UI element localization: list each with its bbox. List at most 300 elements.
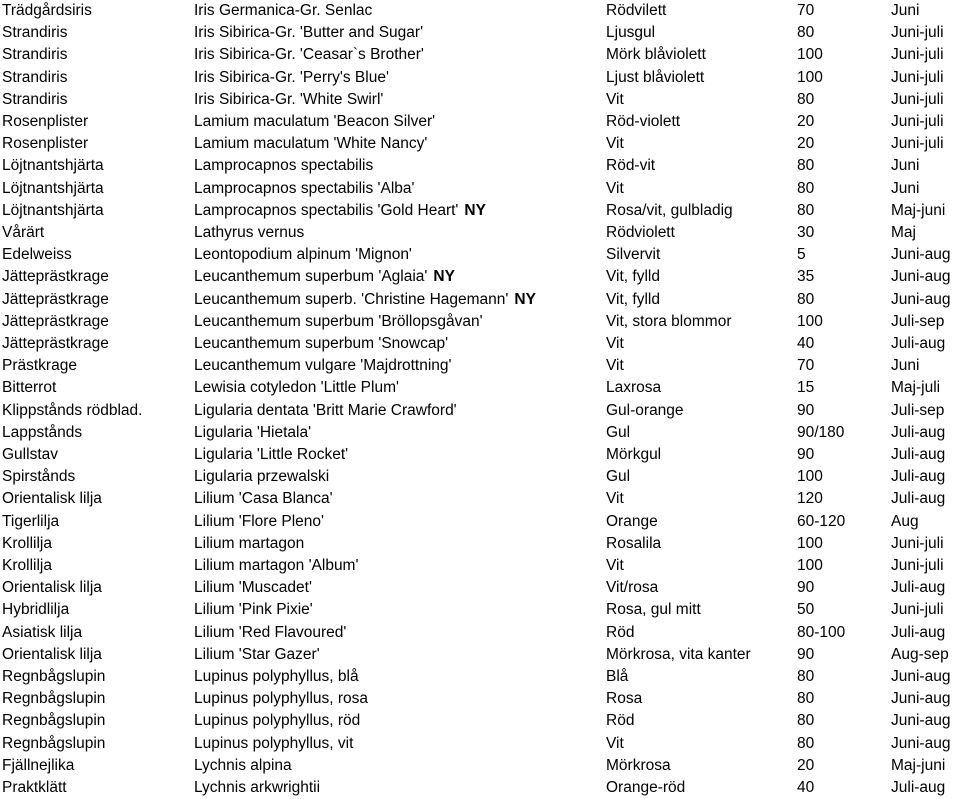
bloom-time-cell	[891, 244, 950, 266]
common-name-text: Edelweiss	[2, 246, 72, 264]
height-text: 80	[797, 157, 815, 175]
bloom-time-text: Juli-aug	[891, 490, 946, 508]
latin-name-cell	[194, 355, 452, 377]
height-text: 40	[797, 779, 815, 796]
latin-name-text: Lamprocapnos spectabilis	[194, 157, 374, 175]
bloom-time-text: Juni-juli	[891, 601, 944, 619]
table-row	[0, 644, 960, 666]
flower-color-cell	[606, 355, 624, 377]
latin-name-cell	[194, 555, 358, 577]
common-name-text: Löjtnantshjärta	[2, 157, 104, 175]
bloom-time-text: Juli-aug	[891, 468, 946, 486]
latin-name-text: Lilium martagon	[194, 534, 305, 552]
flower-color-text: Vit, stora blommor	[606, 312, 732, 330]
height-cell	[797, 44, 823, 66]
bloom-time-cell	[891, 133, 944, 155]
latin-name-text: Lupinus polyphyllus, röd	[194, 712, 361, 730]
latin-name-text: Iris Sibirica-Gr. 'White Swirl'	[194, 90, 384, 108]
table-row	[0, 311, 960, 333]
latin-name-cell	[194, 44, 424, 66]
flower-color-text: Gul	[606, 423, 631, 441]
latin-name-text: Iris Sibirica-Gr. 'Butter and Sugar'	[194, 24, 424, 42]
bloom-time-cell	[891, 400, 944, 422]
height-text: 120	[797, 490, 823, 508]
height-text: 100	[797, 557, 823, 574]
flower-color-text: Orange-röd	[606, 779, 686, 796]
common-name-cell	[2, 44, 67, 66]
bloom-time-cell	[891, 733, 950, 755]
latin-name-cell	[194, 688, 368, 710]
latin-name-text: Lupinus polyphyllus, blå	[194, 668, 359, 685]
latin-name-cell	[194, 377, 399, 399]
bloom-time-text: Juni	[891, 357, 920, 375]
latin-name-cell	[194, 710, 360, 732]
bloom-time-cell	[891, 555, 944, 577]
common-name-text: Gullstav	[2, 446, 58, 463]
bloom-time-text: Maj-juli	[891, 379, 941, 397]
height-cell	[797, 266, 814, 288]
common-name-text: Vårärt	[2, 224, 45, 241]
common-name-text: Rosenplister	[2, 135, 89, 153]
latin-name-text: Lilium 'Muscadet'	[194, 579, 312, 597]
flower-color-text: Laxrosa	[606, 379, 662, 397]
flower-color-cell	[606, 155, 655, 177]
common-name-cell	[2, 488, 102, 510]
flower-color-text: Vit, fylld	[606, 290, 660, 308]
flower-color-cell	[606, 555, 624, 577]
height-text: 100	[797, 468, 823, 486]
bloom-time-cell	[891, 289, 950, 311]
flower-color-text: Vit	[606, 357, 624, 375]
flower-color-cell	[606, 666, 628, 688]
height-cell	[797, 355, 814, 377]
height-cell	[797, 755, 814, 777]
common-name-text: Jätteprästkrage	[2, 335, 109, 352]
flower-color-text: Orange	[606, 512, 658, 530]
height-cell	[797, 422, 844, 444]
latin-name-text: Ligularia 'Hietala'	[194, 423, 312, 441]
latin-name-cell	[194, 244, 412, 266]
common-name-text: Klippstånds rödblad.	[2, 401, 143, 419]
bloom-time-text: Juni-aug	[891, 734, 951, 752]
bloom-time-text: Maj	[891, 224, 916, 241]
height-cell	[797, 222, 814, 244]
common-name-text: Löjtnantshjärta	[2, 201, 104, 219]
bloom-time-text: Juni-juli	[891, 24, 944, 42]
height-cell	[797, 777, 814, 799]
latin-name-text: Lychnis alpina	[194, 756, 292, 774]
common-name-cell	[2, 555, 52, 577]
bloom-time-text: Juli-aug	[891, 446, 946, 463]
flower-color-text: Mörkrosa, vita kanter	[606, 645, 751, 663]
common-name-text: Regnbågslupin	[2, 668, 106, 685]
common-name-cell	[2, 688, 105, 710]
latin-name-cell	[194, 622, 346, 644]
common-name-cell	[2, 666, 105, 688]
common-name-cell	[2, 755, 74, 777]
flower-color-cell	[606, 466, 630, 488]
bloom-time-text: Juni-juli	[891, 68, 944, 86]
flower-color-text: Rödviolett	[606, 224, 675, 241]
common-name-cell	[2, 710, 105, 732]
common-name-cell	[2, 222, 44, 244]
flower-color-text: Ljusgul	[606, 24, 656, 42]
common-name-text: Spirstånds	[2, 468, 76, 486]
bloom-time-text: Juni-aug	[891, 290, 951, 308]
common-name-cell	[2, 200, 104, 222]
height-text: 15	[797, 379, 815, 397]
flower-color-cell	[606, 511, 658, 533]
flower-color-cell	[606, 599, 701, 621]
common-name-text: Lappstånds	[2, 423, 83, 441]
latin-name-text: Ligularia przewalski	[194, 468, 330, 486]
bloom-time-text: Juni-aug	[891, 668, 951, 685]
common-name-text: Regnbågslupin	[2, 690, 106, 708]
latin-name-cell	[194, 289, 536, 311]
new-badge: NY	[464, 201, 486, 219]
flower-color-cell	[606, 533, 661, 555]
height-text: 90/180	[797, 423, 845, 441]
latin-name-text: Iris Sibirica-Gr. 'Ceasar`s Brother'	[194, 46, 424, 64]
latin-name-text: Leucanthemum superbum 'Aglaia'	[194, 268, 428, 286]
latin-name-cell	[194, 466, 329, 488]
flower-color-text: Silvervit	[606, 246, 661, 264]
bloom-time-cell	[891, 22, 944, 44]
bloom-time-text: Aug-sep	[891, 645, 949, 663]
bloom-time-text: Juni-juli	[891, 557, 944, 574]
flower-color-text: Röd-vit	[606, 157, 656, 175]
common-name-text: Strandiris	[2, 24, 68, 42]
height-text: 70	[797, 357, 815, 375]
common-name-text: Orientalisk lilja	[2, 490, 102, 508]
flower-color-cell	[606, 178, 624, 200]
latin-name-text: Lilium 'Red Flavoured'	[194, 623, 347, 641]
flower-color-text: Vit	[606, 557, 624, 574]
latin-name-text: Lilium 'Flore Pleno'	[194, 512, 324, 530]
latin-name-cell	[194, 488, 333, 510]
flower-color-text: Vit/rosa	[606, 579, 659, 597]
flower-color-text: Röd	[606, 712, 635, 730]
height-text: 90	[797, 579, 815, 597]
bloom-time-text: Juli-sep	[891, 401, 945, 419]
latin-name-text: Lilium martagon 'Album'	[194, 557, 359, 574]
flower-color-text: Röd	[606, 623, 635, 641]
height-text: 70	[797, 2, 815, 19]
flower-color-text: Mörkrosa	[606, 756, 671, 774]
latin-name-text: Leucanthemum vulgare 'Majdrottning'	[194, 357, 452, 375]
table-row	[0, 444, 960, 466]
flower-color-cell	[606, 400, 684, 422]
flower-color-cell	[606, 422, 630, 444]
bloom-time-text: Juli-aug	[891, 623, 946, 641]
bloom-time-text: Juni-aug	[891, 246, 951, 264]
common-name-text: Strandiris	[2, 46, 68, 64]
bloom-time-cell	[891, 67, 944, 89]
bloom-time-cell	[891, 466, 945, 488]
common-name-cell	[2, 67, 67, 89]
height-cell	[797, 622, 845, 644]
table-row	[0, 400, 960, 422]
bloom-time-cell	[891, 777, 945, 799]
flower-color-text: Gul	[606, 468, 631, 486]
height-text: 60-120	[797, 512, 846, 530]
height-cell	[797, 444, 814, 466]
table-row	[0, 133, 960, 155]
bloom-time-cell	[891, 178, 919, 200]
latin-name-cell	[194, 777, 320, 799]
table-row	[0, 200, 960, 222]
height-cell	[797, 178, 814, 200]
common-name-text: Krollilja	[2, 534, 52, 552]
table-row	[0, 377, 960, 399]
latin-name-text: Lathyrus vernus	[194, 224, 305, 241]
height-text: 80	[797, 712, 815, 730]
table-row	[0, 777, 960, 799]
table-row	[0, 244, 960, 266]
latin-name-text: Leucanthemum superb. 'Christine Hagemann'	[194, 290, 509, 308]
height-cell	[797, 0, 814, 22]
bloom-time-text: Juni-juli	[891, 534, 944, 552]
height-cell	[797, 289, 814, 311]
height-text: 100	[797, 534, 823, 552]
bloom-time-text: Juni-aug	[891, 268, 951, 286]
latin-name-cell	[194, 22, 423, 44]
flower-color-cell	[606, 488, 624, 510]
flower-color-text: Rosa	[606, 690, 643, 708]
height-cell	[797, 400, 814, 422]
latin-name-cell	[194, 155, 373, 177]
height-cell	[797, 533, 823, 555]
table-row	[0, 466, 960, 488]
height-text: 80	[797, 90, 815, 108]
bloom-time-cell	[891, 755, 945, 777]
bloom-time-cell	[891, 155, 919, 177]
height-cell	[797, 67, 823, 89]
common-name-text: Strandiris	[2, 90, 68, 108]
common-name-cell	[2, 22, 67, 44]
bloom-time-cell	[891, 511, 919, 533]
common-name-text: Prästkrage	[2, 357, 77, 375]
common-name-cell	[2, 777, 67, 799]
bloom-time-cell	[891, 311, 944, 333]
flower-color-cell	[606, 710, 634, 732]
common-name-text: Asiatisk lilja	[2, 623, 83, 641]
table-row	[0, 0, 960, 22]
bloom-time-cell	[891, 577, 945, 599]
bloom-time-text: Juli-aug	[891, 779, 946, 796]
common-name-text: Regnbågslupin	[2, 712, 106, 730]
common-name-cell	[2, 333, 109, 355]
table-row	[0, 422, 960, 444]
height-text: 100	[797, 68, 823, 86]
flower-color-text: Rödvilett	[606, 2, 667, 19]
height-text: 5	[797, 246, 806, 264]
flower-color-cell	[606, 289, 660, 311]
bloom-time-cell	[891, 89, 944, 111]
bloom-time-text: Juni-juli	[891, 90, 944, 108]
common-name-cell	[2, 89, 67, 111]
common-name-cell	[2, 466, 75, 488]
latin-name-cell	[194, 311, 483, 333]
bloom-time-text: Maj-juni	[891, 756, 946, 774]
bloom-time-text: Juli-aug	[891, 335, 946, 352]
flower-color-text: Rosa, gul mitt	[606, 601, 701, 619]
latin-name-text: Leucanthemum superbum 'Snowcap'	[194, 335, 449, 352]
flower-color-text: Blå	[606, 668, 629, 685]
table-row	[0, 155, 960, 177]
flower-color-cell	[606, 377, 661, 399]
latin-name-cell	[194, 644, 320, 666]
latin-name-cell	[194, 67, 389, 89]
height-text: 80	[797, 734, 815, 752]
latin-name-cell	[194, 511, 324, 533]
latin-name-text: Iris Germanica-Gr. Senlac	[194, 2, 373, 19]
height-text: 80	[797, 179, 815, 197]
latin-name-cell	[194, 733, 353, 755]
flower-color-cell	[606, 777, 685, 799]
bloom-time-text: Juni-juli	[891, 113, 944, 130]
table-row	[0, 488, 960, 510]
flower-color-text: Ljust blåviolett	[606, 68, 705, 86]
common-name-cell	[2, 377, 56, 399]
common-name-text: Rosenplister	[2, 113, 89, 130]
bloom-time-cell	[891, 0, 919, 22]
table-row	[0, 222, 960, 244]
common-name-text: Tigerlilja	[2, 512, 60, 530]
flower-color-cell	[606, 89, 624, 111]
flower-color-text: Mörk blåviolett	[606, 46, 706, 64]
latin-name-cell	[194, 755, 292, 777]
height-cell	[797, 244, 806, 266]
common-name-text: Praktklätt	[2, 779, 67, 796]
latin-name-cell	[194, 400, 457, 422]
latin-name-text: Lilium 'Casa Blanca'	[194, 490, 333, 508]
table-row	[0, 44, 960, 66]
flower-color-cell	[606, 333, 624, 355]
flower-color-text: Vit, fylld	[606, 268, 660, 286]
common-name-text: Bitterrot	[2, 379, 57, 397]
common-name-cell	[2, 155, 104, 177]
common-name-cell	[2, 533, 52, 555]
bloom-time-cell	[891, 44, 944, 66]
bloom-time-cell	[891, 666, 950, 688]
bloom-time-text: Juni	[891, 179, 920, 197]
table-row	[0, 289, 960, 311]
latin-name-cell	[194, 266, 455, 288]
flower-color-cell	[606, 22, 655, 44]
common-name-text: Krollilja	[2, 557, 52, 574]
latin-name-cell	[194, 533, 304, 555]
latin-name-cell	[194, 333, 448, 355]
table-row	[0, 266, 960, 288]
height-cell	[797, 599, 814, 621]
common-name-cell	[2, 178, 104, 200]
flower-color-cell	[606, 733, 624, 755]
height-text: 50	[797, 601, 815, 619]
flower-color-text: Vit	[606, 135, 624, 153]
table-row	[0, 533, 960, 555]
common-name-text: Regnbågslupin	[2, 734, 106, 752]
bloom-time-text: Maj-juni	[891, 201, 946, 219]
bloom-time-text: Juni-juli	[891, 135, 944, 153]
bloom-time-cell	[891, 355, 919, 377]
flower-color-cell	[606, 622, 634, 644]
table-row	[0, 511, 960, 533]
table-row	[0, 733, 960, 755]
height-text: 20	[797, 756, 815, 774]
flower-color-cell	[606, 266, 660, 288]
height-text: 90	[797, 645, 815, 663]
flower-color-cell	[606, 644, 751, 666]
height-text: 20	[797, 135, 815, 153]
height-cell	[797, 555, 823, 577]
bloom-time-cell	[891, 710, 950, 732]
flower-color-cell	[606, 133, 624, 155]
latin-name-text: Lupinus polyphyllus, rosa	[194, 690, 369, 708]
common-name-text: Orientalisk lilja	[2, 579, 102, 597]
common-name-text: Jätteprästkrage	[2, 312, 109, 330]
bloom-time-text: Juli-sep	[891, 312, 945, 330]
bloom-time-cell	[891, 422, 945, 444]
common-name-cell	[2, 289, 109, 311]
bloom-time-cell	[891, 266, 950, 288]
latin-name-text: Lamprocapnos spectabilis 'Alba'	[194, 179, 415, 197]
height-cell	[797, 89, 814, 111]
height-cell	[797, 666, 814, 688]
common-name-text: Orientalisk lilja	[2, 645, 102, 663]
latin-name-cell	[194, 577, 312, 599]
table-row	[0, 666, 960, 688]
bloom-time-cell	[891, 599, 944, 621]
flower-color-cell	[606, 755, 671, 777]
common-name-cell	[2, 311, 109, 333]
height-cell	[797, 155, 814, 177]
bloom-time-cell	[891, 333, 945, 355]
height-cell	[797, 644, 814, 666]
common-name-text: Fjällnejlika	[2, 756, 75, 774]
table-row	[0, 710, 960, 732]
latin-name-cell	[194, 666, 359, 688]
common-name-text: Löjtnantshjärta	[2, 179, 104, 197]
common-name-cell	[2, 355, 77, 377]
height-cell	[797, 688, 814, 710]
height-text: 80	[797, 24, 815, 42]
common-name-cell	[2, 400, 142, 422]
common-name-cell	[2, 111, 88, 133]
common-name-cell	[2, 422, 82, 444]
bloom-time-cell	[891, 488, 945, 510]
flower-color-text: Vit	[606, 179, 624, 197]
flower-color-cell	[606, 111, 680, 133]
common-name-cell	[2, 511, 59, 533]
common-name-cell	[2, 644, 102, 666]
height-text: 20	[797, 113, 815, 130]
bloom-time-cell	[891, 222, 916, 244]
table-row	[0, 555, 960, 577]
bloom-time-text: Juli-aug	[891, 423, 946, 441]
flower-color-text: Mörkgul	[606, 446, 662, 463]
common-name-text: Hybridlilja	[2, 601, 70, 619]
table-row	[0, 67, 960, 89]
flower-color-cell	[606, 44, 706, 66]
latin-name-cell	[194, 89, 383, 111]
flower-color-text: Vit	[606, 490, 624, 508]
latin-name-text: Lewisia cotyledon 'Little Plum'	[194, 379, 399, 397]
bloom-time-cell	[891, 622, 945, 644]
common-name-cell	[2, 733, 105, 755]
latin-name-cell	[194, 133, 427, 155]
bloom-time-text: Juni	[891, 157, 920, 175]
